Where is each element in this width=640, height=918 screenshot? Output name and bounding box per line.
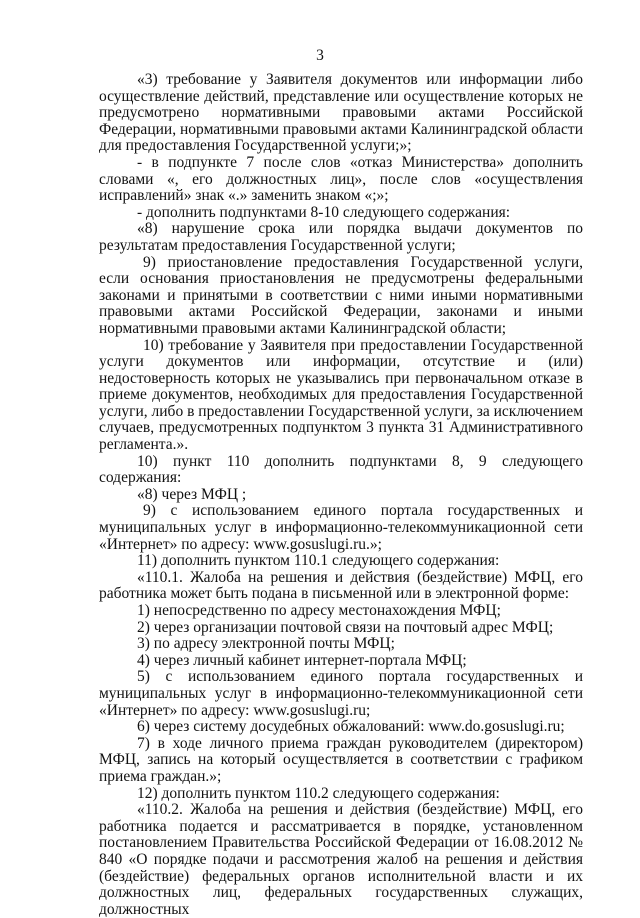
paragraph: 9) приостановление предоставления Государственной услуги, если основания приостановления не предусмотрены федеральными законами и принятыми в соответствии с ними иными нормативными правовыми актами Российской Федерации, законами и иными нормативными правовыми актами Калининградской области; [99,253,583,337]
document-body [99,72,583,918]
paragraph: 5) с использованием единого портала государственных и муниципальных услуг в информационно-телекоммуникационной сети «Интернет» по адресу: www.gosuslugi.ru; [99,668,583,719]
paragraph: «8) нарушение срока или порядка выдачи документов по результатам предоставления Государственной услуги; [99,220,583,254]
paragraph: 9) с использованием единого портала государственных и муниципальных услуг в информационно-телекоммуникационной сети «Интернет» по адресу: www.gosuslugi.ru.»; [99,502,583,553]
paragraph: «3) требование у Заявителя документов или информации либо осуществление действий, представление или осуществление которых не предусмотрено нормативными правовыми актами Российской Федерации, нормативными правовыми актами Калининградской области для предоставления Государственной услуги;»; [99,71,583,155]
paragraph: 10) пункт 110 дополнить подпунктами 8, 9 следующего содержания: [99,452,583,487]
paragraph: 2) через организации почтовой связи на почтовый адрес МФЦ; [137,618,554,636]
paragraph: - дополнить подпунктами 8-10 следующего содержания: [137,203,511,221]
paragraph: 11) дополнить пунктом 110.1 следующего содержания: [137,552,500,570]
paragraph: 7) в ходе личного приема граждан руководителем (директором) МФЦ, запись на который осуществляется в соответствии с графиком приема граждан.»; [99,734,583,785]
paragraph: 10) требование у Заявителя при предоставлении Государственной услуги документов или информации, отсутствие и (или) недостоверность которых не указывались при первоначальном отказе в приеме документов, необходимых для предоставления Государственной услуги, либо в предоставлении Государственной услуги, за исключением случаев, предусмотренных подпунктом 3 пункта 31 Административного регламента.». [99,336,583,454]
paragraph: 6) через систему досудебных обжалований: www.do.gosuslugi.ru; [137,718,565,736]
paragraph: «110.1. Жалоба на решения и действия (бездействие) МФЦ, его работника может быть подана в письменной или в электронной форме: [99,568,583,603]
paragraph: 1) непосредственно по адресу местонахождения МФЦ; [137,602,501,619]
paragraph: 4) через личный кабинет интернет-портала МФЦ; [137,651,467,669]
paragraph: «8) через МФЦ ; [137,485,247,503]
page-number: 3 [316,47,324,64]
paragraph: 12) дополнить пунктом 110.2 следующего содержания: [137,784,500,802]
paragraph: 3) по адресу электронной почты МФЦ; [137,635,395,653]
paragraph: «110.2. Жалоба на решения и действия (бездействие) МФЦ, его работника подается и рассматривается в порядке, установленном постановлением Правительства Российской Федерации от 16.08.2012 № 840 «О порядке подачи и рассмотрения жалоб на решения и действия (бездействие) федеральных органов исполнительной власти и их должностных лиц, федеральных государственных служащих, должностных [99,801,583,918]
paragraph: - в подпункте 7 после слов «отказ Министерства» дополнить словами «, его должностных лиц», после слов «осуществления исправлений» знак «.» заменить знаком «;»; [99,153,583,205]
